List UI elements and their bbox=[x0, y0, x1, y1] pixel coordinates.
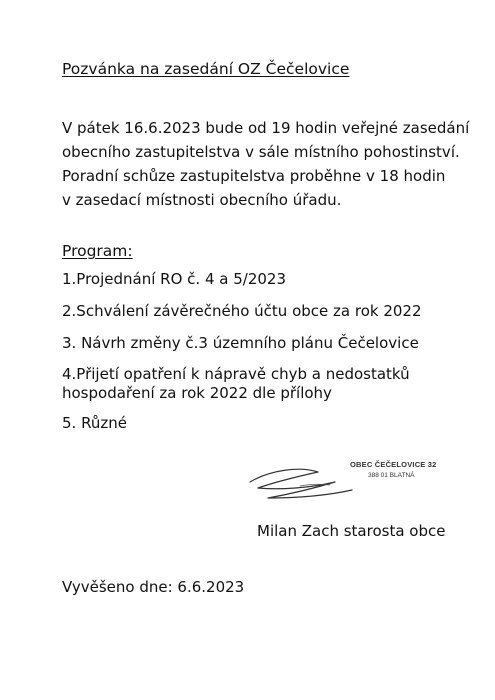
document-title: Pozvánka na zasedání OZ Čečelovice bbox=[62, 60, 350, 78]
program-item-4-continued: hospodaření za rok 2022 dle přílohy bbox=[62, 384, 332, 402]
program-heading: Program: bbox=[62, 242, 133, 260]
stamp-line-address: 388 01 BLATNÁ bbox=[368, 472, 415, 479]
posted-date: Vyvěšeno dne: 6.6.2023 bbox=[62, 578, 245, 596]
program-item-2: 2.Schválení závěrečného účtu obce za rok 2022 bbox=[62, 302, 422, 320]
handwritten-signature bbox=[240, 462, 360, 502]
signer-name: Milan Zach starosta obce bbox=[257, 522, 446, 540]
official-stamp bbox=[350, 460, 437, 479]
program-item-4: 4.Přijetí opatření k nápravě chyb a nedostatků bbox=[62, 365, 410, 383]
program-item-1: 1.Projednání RO č. 4 a 5/2023 bbox=[62, 270, 286, 288]
intro-line: v zasedací místnosti obecního úřadu. bbox=[62, 191, 342, 209]
intro-line: V pátek 16.6.2023 bude od 19 hodin veřejné zasedání bbox=[62, 119, 470, 137]
stamp-line-name: OBEC ČEČELOVICE 32 bbox=[350, 460, 437, 469]
intro-paragraph bbox=[62, 116, 470, 212]
program-item-5: 5. Různé bbox=[62, 414, 127, 432]
program-item-3: 3. Návrh změny č.3 územního plánu Čečelovice bbox=[62, 334, 419, 352]
intro-line: Poradní schůze zastupitelstva proběhne v 18 hodin bbox=[62, 167, 446, 185]
intro-line: obecního zastupitelstva v sále místního pohostinství. bbox=[62, 143, 460, 161]
